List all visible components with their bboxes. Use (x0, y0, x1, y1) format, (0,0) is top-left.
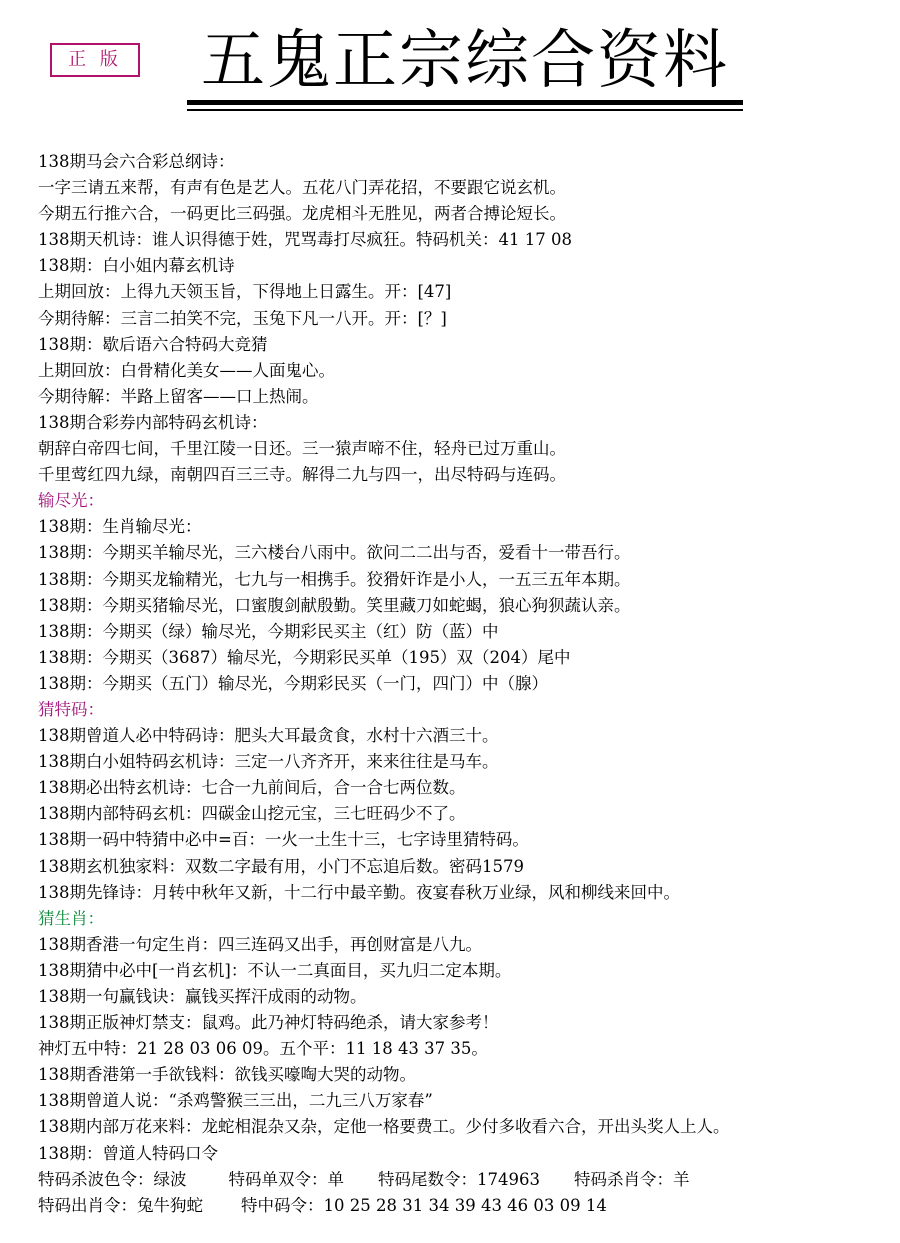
text-line: 138期：今期买龙输精光，七九与一相携手。狡猾奸诈是小人，一五三五年本期。 (38, 569, 631, 589)
text-line: 一字三请五来帮，有声有色是艺人。五花八门弄花招，不要跟它说玄机。 (38, 178, 566, 198)
text-line: 138期：生肖输尽光： (38, 517, 202, 537)
section-heading: 猜生肖： (38, 908, 104, 928)
text-line: 138期香港一句定生肖：四三连码又出手，再创财富是八九。 (38, 934, 482, 954)
text-line: 138期：今期买（3687）输尽光，今期彩民买单（195）双（204）尾中 (38, 647, 571, 667)
text-line: 138期：今期买羊输尽光，三六楼台八雨中。欲问二二出与否，爱看十一带吾行。 (38, 543, 631, 563)
text-line: 138期香港第一手欲钱料：欲钱买嚎啕大哭的动物。 (38, 1065, 416, 1085)
text-line: 138期猜中必中[一肖玄机]：不认一二真面目，买九归二定本期。 (38, 960, 512, 980)
text-line: 138期正版神灯禁支：鼠鸡。此乃神灯特码绝杀，请大家参考！ (38, 1013, 499, 1033)
text-line: 千里莺红四九绿，南朝四百三三寺。解得二九与四一，出尽特码与连码。 (38, 465, 566, 485)
text-line: 138期先锋诗：月转中秋年又新，十二行中最辛勤。夜宴春秋万业绿，风和柳线来回中。 (38, 882, 680, 902)
text-line: 138期必出特玄机诗：七合一九前间后，合一合七两位数。 (38, 778, 466, 798)
text-line: 上期回放：上得九天领玉旨，下得地上日露生。开：[47] (38, 282, 452, 302)
text-line: 138期曾道人说：“杀鸡警猴三三出，二九三八万家春” (38, 1091, 433, 1111)
text-line: 神灯五中特：21 28 03 06 09。五个平：11 18 43 37 35。 (38, 1039, 488, 1059)
text-line: 今期五行推六合，一码更比三码强。龙虎相斗无胜见，两者合搏论短长。 (38, 204, 566, 224)
title-underline-thick (187, 100, 743, 105)
text-line: 138期玄机独家料：双数二字最有用，小门不忘追后数。密码1579 (38, 856, 524, 876)
text-line: 138期：今期买（绿）输尽光，今期彩民买主（红）防（蓝）中 (38, 621, 499, 641)
section-heading: 猜特码： (38, 699, 104, 719)
text-line: 138期合彩券内部特码玄机诗： (38, 412, 268, 432)
command-item: 特中码令：10 25 28 31 34 39 43 46 03 09 14 (241, 1195, 607, 1215)
text-line: 138期：歇后语六合特码大竞猜 (38, 334, 268, 354)
command-row (38, 1167, 888, 1193)
document-body (38, 149, 888, 1219)
command-item: 特码单双令：单 (228, 1169, 344, 1189)
text-line: 138期内部万花来料：龙蛇相混杂又杂，定他一格要费工。少付多收看六合，开出头奖人上人。 (38, 1117, 730, 1137)
command-item: 特码出肖令：兔牛狗蛇 (38, 1195, 203, 1215)
text-line: 138期：曾道人特码口令 (38, 1143, 218, 1163)
command-row (38, 1193, 888, 1219)
page-title: 五鬼正宗综合资料 (201, 24, 729, 98)
text-line: 138期一句赢钱诀：赢钱买挥汗成雨的动物。 (38, 987, 367, 1006)
command-item: 特码尾数令：174963 (378, 1169, 540, 1189)
section-heading: 输尽光： (38, 491, 104, 511)
text-line: 138期：今期买猪输尽光，口蜜腹剑献殷勤。笑里藏刀如蛇蝎，狼心狗狈蔬认亲。 (38, 595, 631, 615)
text-line: 138期曾道人必中特码诗：肥头大耳最贪食，水村十六酒三十。 (38, 726, 499, 746)
text-line: 138期一码中特猜中必中=百：一火一土生十三，七字诗里猜特码。 (38, 830, 529, 850)
edition-badge: 正 版 (50, 43, 140, 77)
text-line: 138期：白小姐内幕玄机诗 (38, 256, 235, 276)
text-line: 今期待解：半路上留客——口上热闹。 (38, 386, 319, 406)
text-line: 138期天机诗：谁人识得德于姓，咒骂毒打尽疯狂。特码机关：41 17 08 (38, 230, 572, 250)
text-line: 138期：今期买（五门）输尽光，今期彩民买（一门，四门）中（腺） (38, 673, 548, 693)
text-line: 今期待解：三言二拍笑不完，玉兔下凡一八开。开：[？] (38, 308, 447, 328)
text-line: 138期马会六合彩总纲诗： (38, 152, 235, 171)
command-item: 特码杀肖令：羊 (574, 1169, 690, 1189)
text-line: 138期内部特码玄机：四碳金山挖元宝，三七旺码少不了。 (38, 804, 466, 824)
title-underline-thin (187, 109, 743, 111)
text-line: 138期白小姐特码玄机诗：三定一八齐齐开，来来往往是马车。 (38, 752, 499, 772)
command-item: 特码杀波色令：绿波 (38, 1169, 187, 1189)
text-line: 上期回放：白骨精化美女——人面鬼心。 (38, 360, 335, 380)
text-line: 朝辞白帝四七间，千里江陵一日还。三一猿声啼不住，轻舟已过万重山。 (38, 439, 566, 459)
